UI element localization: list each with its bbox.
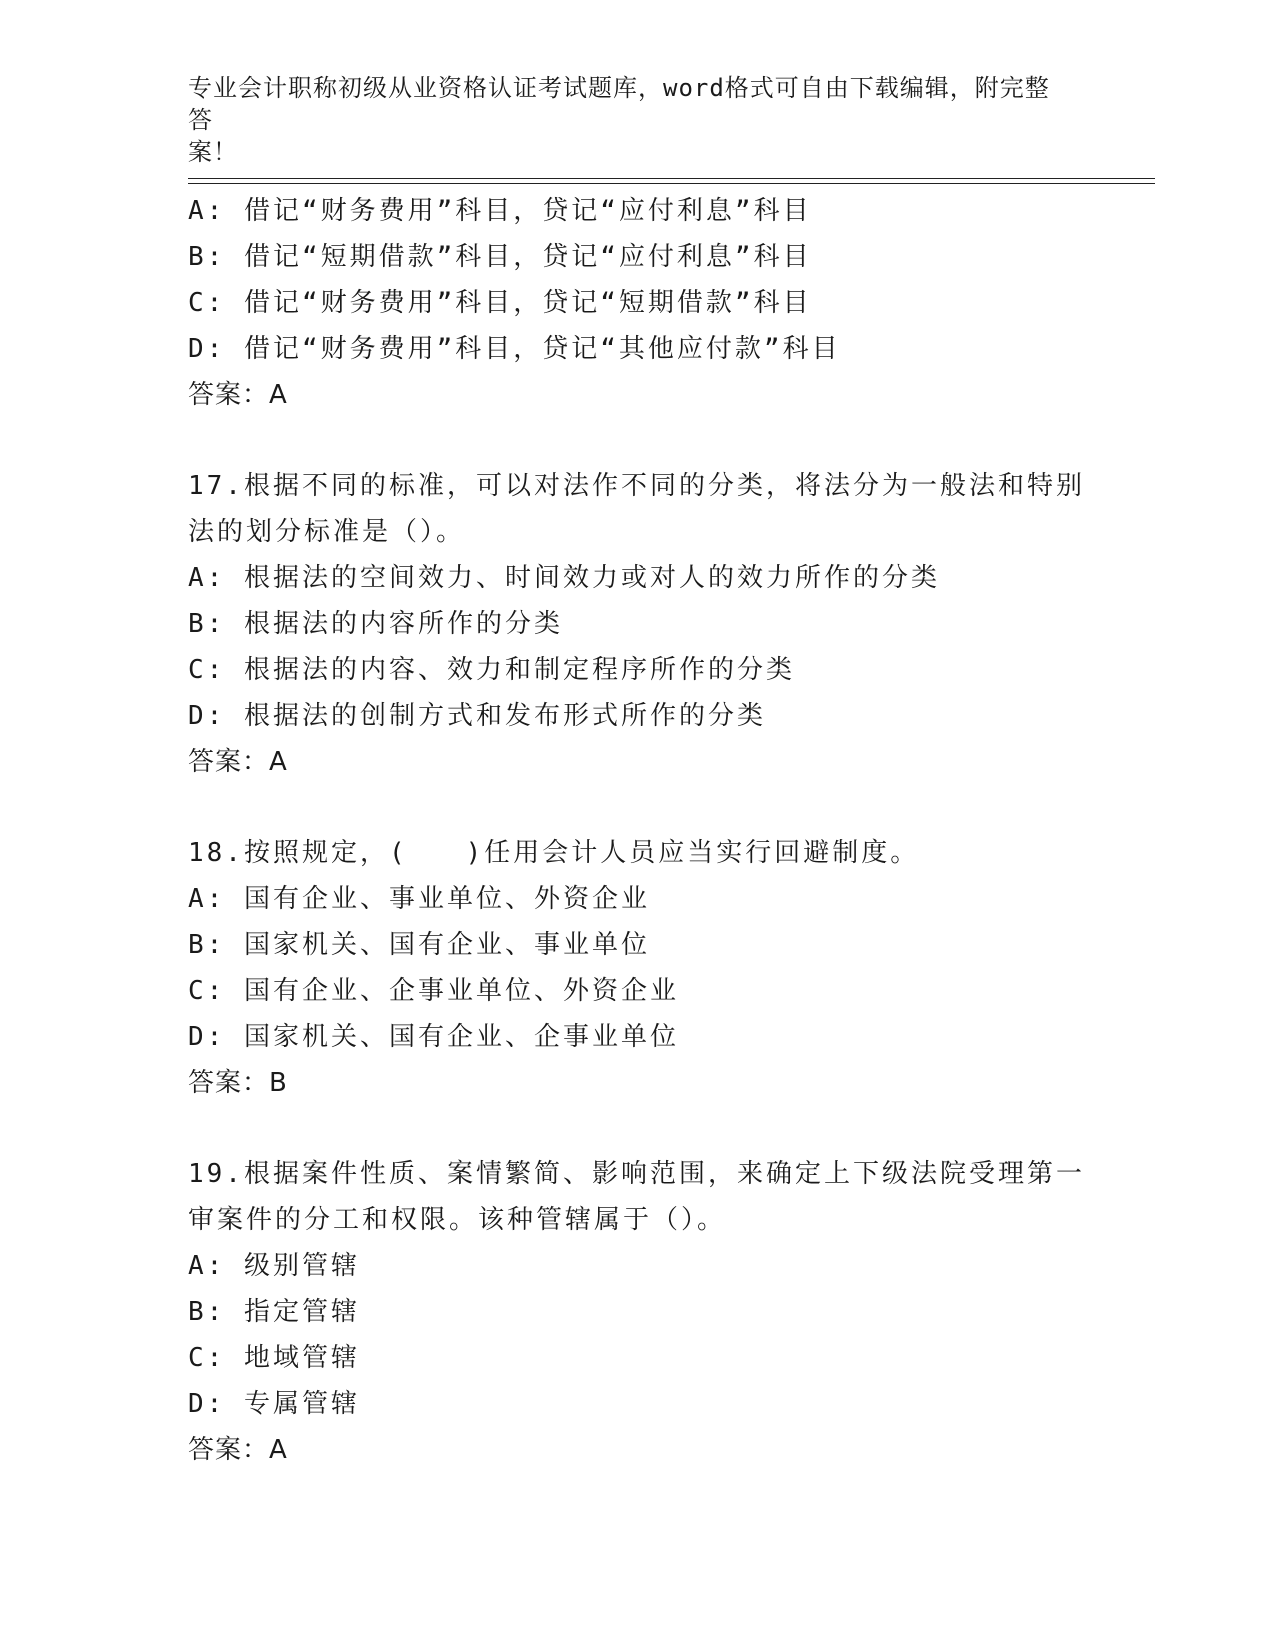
question-stem-line-1: 19.根据案件性质、案情繁简、影响范围，来确定上下级法院受理第一: [188, 1159, 1085, 1189]
answer: 答案：A: [188, 747, 288, 777]
spacer: [188, 785, 1088, 830]
question-stem-line-2: 审案件的分工和权限。该种管辖属于（）。: [188, 1205, 727, 1235]
option-a: A: 借记“财务费用”科目，贷记“应付利息”科目: [188, 196, 812, 226]
option-c: C: 国有企业、企事业单位、外资企业: [188, 976, 679, 1006]
question-stem-line-1: 18.按照规定，( )任用会计人员应当实行回避制度。: [188, 838, 920, 868]
option-c: C: 根据法的内容、效力和制定程序所作的分类: [188, 655, 795, 685]
option-a: A: 根据法的空间效力、时间效力或对人的效力所作的分类: [188, 563, 940, 593]
option-b: B: 根据法的内容所作的分类: [188, 609, 563, 639]
header-note-line-2: 案！: [188, 138, 238, 166]
question-19: [188, 1151, 1088, 1473]
header-note: [188, 72, 1068, 168]
spacer: [188, 418, 1088, 463]
answer: 答案：B: [188, 1068, 288, 1098]
option-d: D: 专属管辖: [188, 1389, 360, 1419]
option-c: C: 地域管辖: [188, 1343, 360, 1373]
question-stem-line-1: 17.根据不同的标准，可以对法作不同的分类，将法分为一般法和特别: [188, 471, 1085, 501]
question-list: [188, 188, 1088, 1473]
question-18: [188, 830, 1088, 1106]
option-d: D: 借记“财务费用”科目，贷记“其他应付款”科目: [188, 334, 841, 364]
option-b: B: 国家机关、国有企业、事业单位: [188, 930, 650, 960]
option-c: C: 借记“财务费用”科目，贷记“短期借款”科目: [188, 288, 812, 318]
answer: 答案：A: [188, 1435, 288, 1465]
header-note-line-1: 专业会计职称初级从业资格认证考试题库，word格式可自由下载编辑，附完整答: [188, 74, 1050, 134]
question-stem-line-2: 法的划分标准是（）。: [188, 517, 466, 547]
option-b: B: 指定管辖: [188, 1297, 360, 1327]
option-b: B: 借记“短期借款”科目，贷记“应付利息”科目: [188, 242, 812, 272]
answer: 答案：A: [188, 380, 288, 410]
option-a: A: 级别管辖: [188, 1251, 360, 1281]
spacer: [188, 1106, 1088, 1151]
question-16: [188, 188, 1088, 418]
option-d: D: 根据法的创制方式和发布形式所作的分类: [188, 701, 766, 731]
header-divider-bottom: [188, 183, 1155, 184]
question-17: [188, 463, 1088, 785]
option-a: A: 国有企业、事业单位、外资企业: [188, 884, 650, 914]
option-d: D: 国家机关、国有企业、企事业单位: [188, 1022, 679, 1052]
header-divider-top: [188, 178, 1155, 179]
